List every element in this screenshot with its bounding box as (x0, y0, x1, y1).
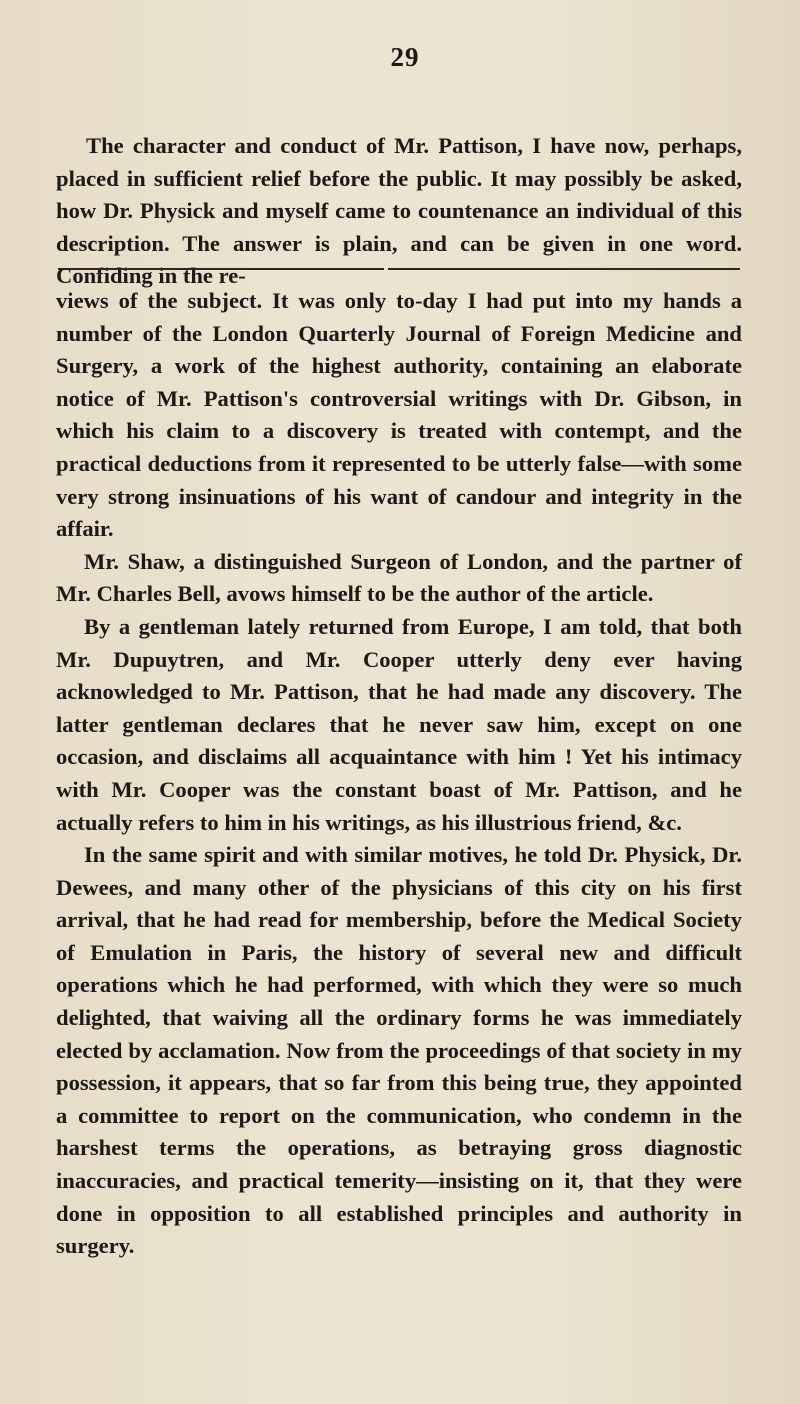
paragraph: In the same spirit and with similar motives, he told Dr. Physick, Dr. Dewees, and many other of the physicians of this city on his first arrival, that he had read for membership, before the Medical Society of Emulation in Paris, the history of several new and difficult operations which he had performed, with which they were so much delighted, that waiving all the ordinary forms he was immediately elected by acclamation. Now from the proceedings of that society in my possession, it appears, that so far from this being true, they appointed a committee to report on the communication, who condemn in the harshest terms the operations, as betraying gross diagnostic inaccuracies, and practical temerity—insisting on it, that they were done in opposition to all established principles and authority in surgery. (56, 842, 742, 1259)
paragraph: The character and conduct of Mr. Pattison, I have now, perhaps, placed in sufficient relief before the public. It may possibly be asked, how Dr. Physick and myself came to countenance an individual of this description. The answer is plain, and can be given in one word. Confiding in the re- (56, 133, 742, 289)
footnote-divider-right (388, 268, 740, 270)
main-text-block (56, 285, 742, 1263)
paragraph: Mr. Shaw, a distinguished Surgeon of London, and the partner of Mr. Charles Bell, avows himself to be the author of the article. (56, 548, 742, 607)
paragraph: By a gentleman lately returned from Europe, I am told, that both Mr. Dupuytren, and Mr. Cooper utterly deny ever having acknowledged to Mr. Pattison, that he had made any discovery. The latter gentleman declares that he never saw him, except on one occasion, and disclaims all acquaintance with him ! Yet his intimacy with Mr. Cooper was the constant boast of Mr. Pattison, and he actually refers to him in his writings, as his illustrious friend, &c. (56, 613, 742, 835)
paragraph: views of the subject. It was only to-day I had put into my hands a number of the London Quarterly Journal of Foreign Medicine and Surgery, a work of the highest authority, containing an elaborate notice of Mr. Pattison's controversial writings with Dr. Gibson, in which his claim to a discovery is treated with contempt, and the practical deductions from it represented to be utterly false—with some very strong insinuations of his want of candour and integrity in the affair. (56, 288, 742, 542)
page-number: 29 (390, 42, 420, 72)
footnote-divider-left (58, 268, 384, 270)
